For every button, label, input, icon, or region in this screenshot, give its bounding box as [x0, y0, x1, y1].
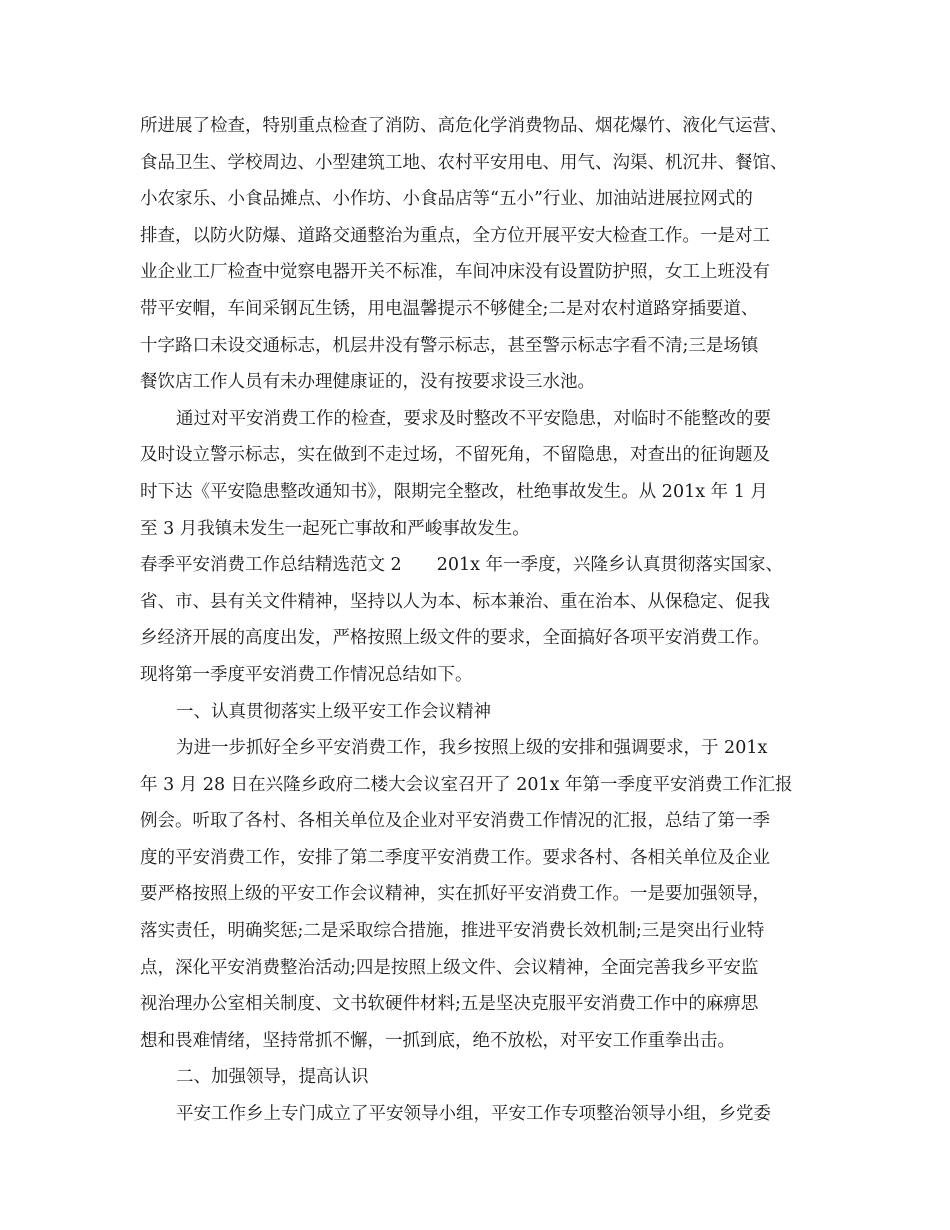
- text-line: 想和畏难情绪，坚持常抓不懈，一抓到底，绝不放松，对平安工作重拳出击。: [140, 1030, 735, 1051]
- text-line: 乡经济开展的高度出发，严格按照上级文件的要求，全面搞好各项平安消费工作。: [140, 628, 770, 649]
- text-line: 要严格按照上级的平安工作会议精神，实在抓好平安消费工作。一是要加强领导，: [140, 884, 770, 905]
- text-line: 通过对平安消费工作的检查，要求及时整改不平安隐患，对临时不能整改的要: [176, 408, 771, 429]
- text-line: 排查，以防火防爆、道路交通整治为重点，全方位开展平安大检查工作。一是对工: [140, 225, 770, 246]
- text-line: 食品卫生、学校周边、小型建筑工地、农村平安用电、用气、沟渠、机沉井、餐馆、: [140, 152, 788, 173]
- text-line: 二、加强领导，提高认识: [176, 1067, 369, 1088]
- text-line: 至 3 月我镇未发生一起死亡事故和严峻事故发生。: [140, 518, 530, 539]
- text-line: 例会。听取了各村、各相关单位及企业对平安消费工作情况的汇报，总结了第一季: [140, 811, 770, 832]
- text-line: 现将第一季度平安消费工作情况总结如下。: [140, 664, 473, 685]
- text-line: 落实责任，明确奖惩;二是采取综合措施，推进平安消费长效机制;三是突出行业特: [140, 921, 765, 942]
- text-line: 春季平安消费工作总结精选范文 2 201x 年一季度，兴隆乡认真贯彻落实国家、: [140, 555, 784, 576]
- text-line: 一、认真贯彻落实上级平安工作会议精神: [176, 701, 491, 722]
- text-line: 平安工作乡上专门成立了平安领导小组，平安工作专项整治领导小组，乡党委: [176, 1104, 771, 1125]
- text-line: 十字路口未设交通标志，机层井没有警示标志，甚至警示标志字看不清;三是场镇: [140, 335, 759, 356]
- text-line: 度的平安消费工作，安排了第二季度平安消费工作。要求各村、各相关单位及企业: [140, 847, 770, 868]
- text-line: 省、市、县有关文件精神，坚持以人为本、标本兼治、重在治本、从保稳定、促我: [140, 591, 770, 612]
- text-line: 带平安帽，车间采钢瓦生锈，用电温馨提示不够健全;二是对农村道路穿插要道、: [140, 298, 759, 319]
- text-line: 小农家乐、小食品摊点、小作坊、小食品店等“五小”行业、加油站进展拉网式的: [140, 189, 753, 210]
- text-line: 时下达《平安隐患整改通知书》，限期完全整改，杜绝事故发生。从 201x 年 1 月: [140, 481, 768, 502]
- text-line: 视治理办公室相关制度、文书软硬件材料;五是坚决克服平安消费工作中的麻痹思: [140, 994, 759, 1015]
- text-line: 点，深化平安消费整治活动;四是按照上级文件、会议精神，全面完善我乡平安监: [140, 957, 759, 978]
- text-line: 为进一步抓好全乡平安消费工作，我乡按照上级的安排和强调要求，于 201x: [176, 738, 768, 759]
- text-line: 所进展了检查，特别重点检查了消防、高危化学消费物品、烟花爆竹、液化气运营、: [140, 116, 788, 136]
- text-line: 年 3 月 28 日在兴隆乡政府二楼大会议室召开了 201x 年第一季度平安消费工作汇报: [140, 774, 793, 795]
- document-body: [140, 108, 830, 1133]
- text-line: 业企业工厂检查中觉察电器开关不标准，车间冲床没有设置防护照，女工上班没有: [140, 262, 770, 283]
- text-line: 及时设立警示标志，实在做到不走过场，不留死角，不留隐患，对查出的征询题及: [140, 445, 770, 466]
- text-line: 餐饮店工作人员有未办理健康证的，没有按要求设三水池。: [140, 372, 595, 393]
